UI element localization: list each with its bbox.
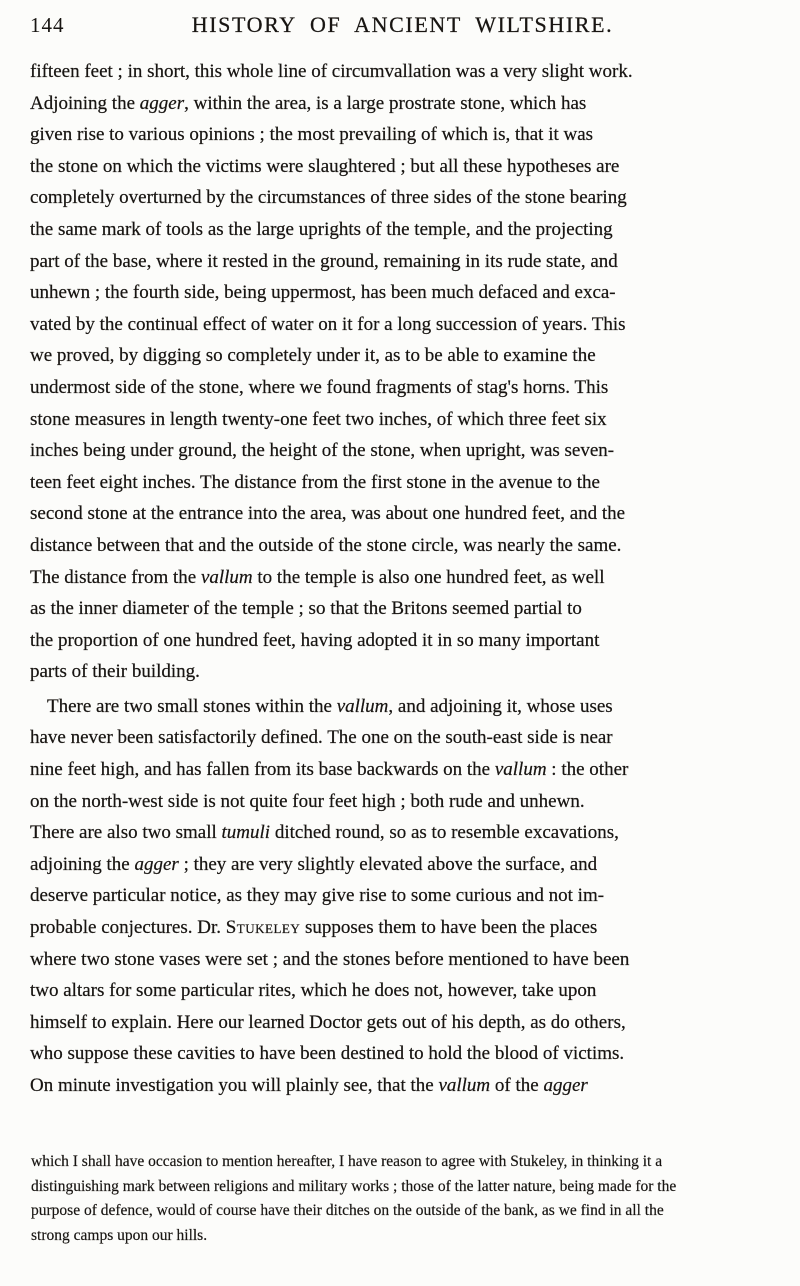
text-line: There are two small stones within the vallum, and adjoining it, whose uses bbox=[47, 695, 613, 717]
text-line: adjoining the agger ; they are very slightly elevated above the surface, and bbox=[30, 853, 598, 875]
paragraph bbox=[30, 691, 775, 1102]
text-line: inches being under ground, the height of the stone, when upright, was seven- bbox=[30, 440, 615, 462]
text-line: where two stone vases were set ; and the stones before mentioned to have been bbox=[30, 948, 630, 970]
footnote bbox=[31, 1150, 775, 1248]
text-line: teen feet eight inches. The distance from the first stone in the avenue to the bbox=[30, 471, 600, 493]
text-line: the proportion of one hundred feet, having adopted it in so many important bbox=[30, 629, 600, 651]
paragraph bbox=[30, 56, 775, 688]
text-line: have never been satisfactorily defined. The one on the south-east side is near bbox=[30, 727, 613, 749]
text-line: vated by the continual effect of water on it for a long succession of years. This bbox=[30, 313, 626, 335]
text-line: himself to explain. Here our learned Doctor gets out of his depth, as do others, bbox=[30, 1011, 626, 1033]
text-line: nine feet high, and has fallen from its base backwards on the vallum : the other bbox=[30, 759, 629, 781]
text-line: distance between that and the outside of the stone circle, was nearly the same. bbox=[30, 534, 622, 556]
text-line: fifteen feet ; in short, this whole line of circumvallation was a very slight work. bbox=[30, 61, 633, 82]
text-line: strong camps upon our hills. bbox=[31, 1226, 208, 1244]
text-line: which I shall have occasion to mention hereafter, I have reason to agree with Stukeley, in thinking it a bbox=[31, 1153, 663, 1170]
text-line: who suppose these cavities to have been destined to hold the blood of victims. bbox=[30, 1043, 625, 1065]
running-title: HISTORY OF ANCIENT WILTSHIRE. bbox=[191, 12, 614, 37]
text-line: part of the base, where it rested in the ground, remaining in its rude state, and bbox=[30, 250, 618, 272]
body-text bbox=[30, 56, 775, 1102]
text-line: second stone at the entrance into the area, was about one hundred feet, and the bbox=[30, 503, 626, 525]
text-line: undermost side of the stone, where we found fragments of stag's horns. This bbox=[30, 376, 609, 398]
text-line: The distance from the vallum to the temple is also one hundred feet, as well bbox=[30, 566, 605, 588]
text-line: two altars for some particular rites, which he does not, however, take upon bbox=[30, 980, 597, 1002]
text-line: deserve particular notice, as they may give rise to some curious and not im- bbox=[30, 885, 605, 907]
page-header bbox=[30, 12, 775, 38]
text-line: on the north-west side is not quite four feet high ; both rude and unhewn. bbox=[30, 790, 585, 812]
text-line: the stone on which the victims were slaughtered ; but all these hypotheses are bbox=[30, 155, 620, 177]
text-line: On minute investigation you will plainly see, that the vallum of the agger bbox=[30, 1075, 588, 1096]
page-number: 144 bbox=[30, 13, 65, 37]
text-line: probable conjectures. Dr. Stukeley supposes them to have been the places bbox=[30, 917, 598, 939]
text-line: parts of their building. bbox=[30, 661, 200, 683]
text-line: as the inner diameter of the temple ; so that the Britons seemed partial to bbox=[30, 598, 582, 620]
text-line: purpose of defence, would of course have their ditches on the outside of the bank, as we find in all the bbox=[31, 1202, 664, 1220]
text-line: given rise to various opinions ; the most prevailing of which is, that it was bbox=[30, 124, 594, 146]
text-line: unhewn ; the fourth side, being uppermost, has been much defaced and exca- bbox=[30, 282, 616, 304]
text-line: completely overturned by the circumstances of three sides of the stone bearing bbox=[30, 187, 627, 209]
text-line: distinguishing mark between religions and military works ; those of the latter nature, being made for the bbox=[31, 1177, 677, 1195]
text-line: stone measures in length twenty-one feet two inches, of which three feet six bbox=[30, 408, 607, 430]
text-line: Adjoining the agger, within the area, is a large prostrate stone, which has bbox=[30, 92, 587, 114]
text-line: we proved, by digging so completely under it, as to be able to examine the bbox=[30, 345, 596, 367]
text-line: There are also two small tumuli ditched round, so as to resemble excavations, bbox=[30, 822, 619, 844]
text-line: the same mark of tools as the large uprights of the temple, and the projecting bbox=[30, 218, 613, 240]
